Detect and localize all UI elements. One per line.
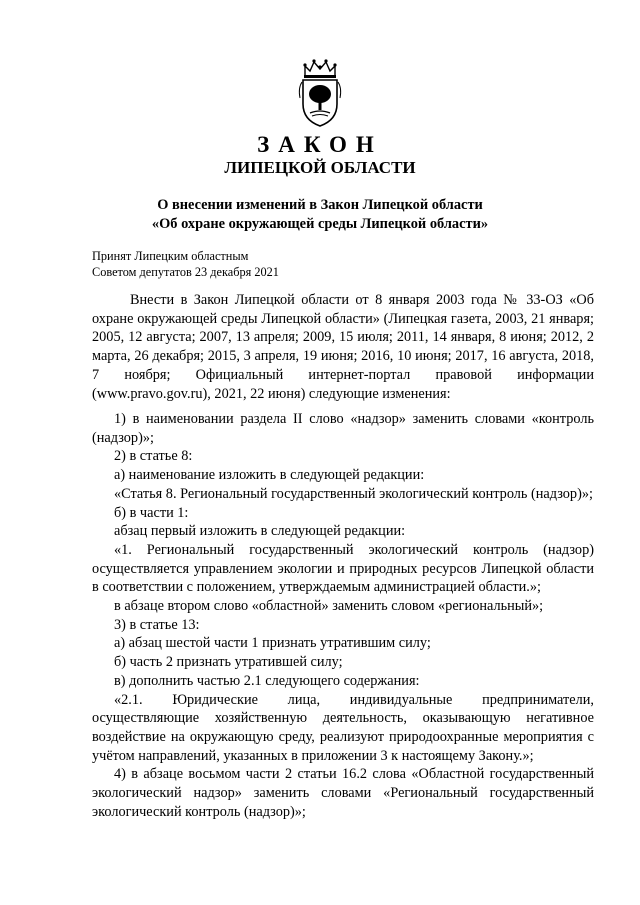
adoption-line: Советом депутатов 23 декабря 2021 [92,265,279,279]
adoption-line: Принят Липецким областным [92,249,249,263]
amendment-item: б) в части 1: [114,504,189,521]
subject-line: О внесении изменений в Закон Липецкой области [157,197,483,213]
amendment-item: 2) в статье 8: [114,448,193,465]
amendment-item: «2.1. Юридические лица, индивидуальные предприниматели, осуществляющие хозяйственную деятельность, оказывающую негативное воздействие на окружающую среду, реализуют природоохранные мероприятия с учётом направлений, указанных в приложении 3 к настоящему Закону.»; [92,691,594,764]
amendment-item: а) абзац шестой части 1 признать утратившим силу; [114,635,431,652]
lipetsk-oblast-coat-of-arms-icon [297,58,343,133]
amendment-item: 1) в наименовании раздела II слово «надзор» заменить словами «контроль (надзор)»; [92,411,594,446]
amendment-item: «Статья 8. Региональный государственный экологический контроль (надзор)»; [114,485,593,502]
region-title: ЛИПЕЦКОЙ ОБЛАСТИ [224,158,416,177]
law-title: ЗАКОН [257,132,383,157]
amendment-item: «1. Региональный государственный экологический контроль (надзор) осуществляется управлением экологии и природных ресурсов Липецкой области в соответствии с положением, утверждаемым администрацией области.»; [92,541,594,596]
law-subject [60,196,580,234]
amendment-item: в) дополнить частью 2.1 следующего содержания: [114,672,420,689]
adoption-note [92,248,392,280]
amendment-item: 4) в абзаце восьмом части 2 статьи 16.2 слова «Областной государственный экологический надзор» заменить словами «Региональный государственный экологический контроль (надзор)»; [92,766,594,820]
amendment-item: б) часть 2 признать утратившей силу; [114,654,343,671]
amendment-item: 3) в статье 13: [114,616,200,633]
amendments-list [92,410,594,821]
amendment-item: а) наименование изложить в следующей редакции: [114,467,425,484]
amendment-item: в абзаце втором слово «областной» заменить словом «региональный»; [114,598,544,615]
amendment-item: абзац первый изложить в следующей редакции: [114,523,406,540]
subject-line: «Об охране окружающей среды Липецкой области» [151,216,489,232]
intro-text: Внести в Закон Липецкой области от 8 января 2003 года № 33-ОЗ «Об охране окружающей среды Липецкой области» (Липецкая газета, 2003, 21 января; 2005, 12 августа; 2007, 13 апреля; 2009, 15 июля; 2011, 14 января, 8 июня; 2012, 2 марта, 26 декабря; 2015, 3 апреля, 19 июня; 2016, 10 июня; 2017, 16 августа, 2018, 7 ноября; Официальный интернет-портал правовой информации (www.pravo.gov.ru), 2021, 22 июня) следующие изменения: [92,292,594,402]
intro-paragraph [92,291,594,403]
